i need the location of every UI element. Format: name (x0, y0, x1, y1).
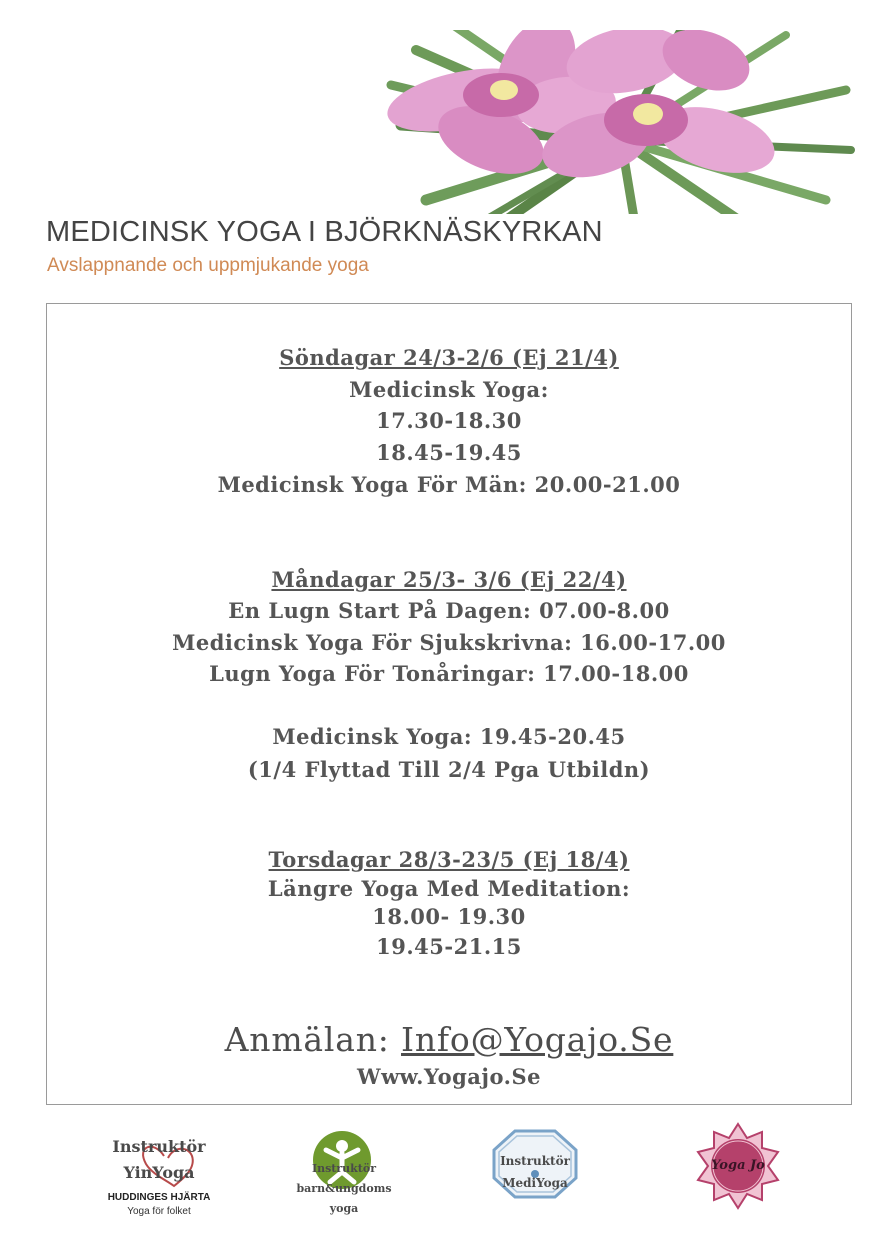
orchid-hero-image (386, 30, 856, 214)
sunday-line: 17.30-18.30 (376, 408, 522, 433)
monday-line: Medicinsk Yoga För Sjukskrivna: 16.00-17.00 (172, 630, 726, 655)
yinyoga-logo (96, 1134, 222, 1222)
monday-line: En Lugn Start På Dagen: 07.00-8.00 (228, 598, 670, 623)
sunday-line: 18.45-19.45 (376, 440, 522, 465)
thursday-line: 19.45-21.15 (376, 934, 522, 959)
monday-line: (1/4 Flyttad Till 2/4 Pga Utbildn) (247, 757, 651, 782)
thursday-heading: Torsdagar 28/3-23/5 (Ej 18/4) (268, 847, 630, 872)
yinyoga-tagline: Yoga för folket (127, 1206, 191, 1217)
children-yoga-icon (313, 1131, 371, 1189)
yinyoga-line2: YinYoga (123, 1163, 195, 1182)
children-line1: Instruktör (311, 1162, 377, 1175)
mediyoga-line1: Instruktör (500, 1154, 570, 1168)
sunday-line: Medicinsk Yoga För Män: 20.00-21.00 (217, 472, 681, 497)
schedule-box (46, 303, 852, 1105)
children-line2: barn&ungdoms (296, 1182, 392, 1195)
mediyoga-logo (490, 1128, 580, 1200)
page-title: MEDICINSK YOGA I BJÖRKNÄSKYRKAN (46, 216, 603, 248)
signup-line (47, 1020, 851, 1059)
mediyoga-line2: MediYoga (502, 1176, 568, 1190)
children-line3: yoga (329, 1202, 359, 1215)
thursday-line: Längre Yoga Med Meditation: (267, 876, 631, 901)
monday-heading: Måndagar 25/3- 3/6 (Ej 22/4) (271, 567, 627, 592)
yinyoga-line1: Instruktör (112, 1137, 206, 1156)
monday-line: Medicinsk Yoga: 19.45-20.45 (272, 724, 626, 749)
signup-label: Anmälan: (224, 1020, 390, 1059)
yogajo-logo (694, 1122, 782, 1210)
page-subtitle: Avslappnande och uppmjukande yoga (47, 255, 369, 276)
signup-email-link[interactable]: Info@Yogajo.Se (401, 1020, 674, 1059)
sunday-heading: Söndagar 24/3-2/6 (Ej 21/4) (279, 345, 619, 370)
thursday-line: 18.00- 19.30 (372, 904, 526, 929)
yogajo-mark: Yoga Jo (711, 1158, 765, 1173)
children-yoga-logo (282, 1130, 406, 1222)
website-link[interactable]: Www.Yogajo.Se (357, 1064, 541, 1089)
monday-line: Lugn Yoga För Tonåringar: 17.00-18.00 (209, 661, 689, 686)
sunday-line: Medicinsk Yoga: (349, 377, 549, 402)
yinyoga-org: HUDDINGES HJÄRTA (107, 1192, 211, 1203)
